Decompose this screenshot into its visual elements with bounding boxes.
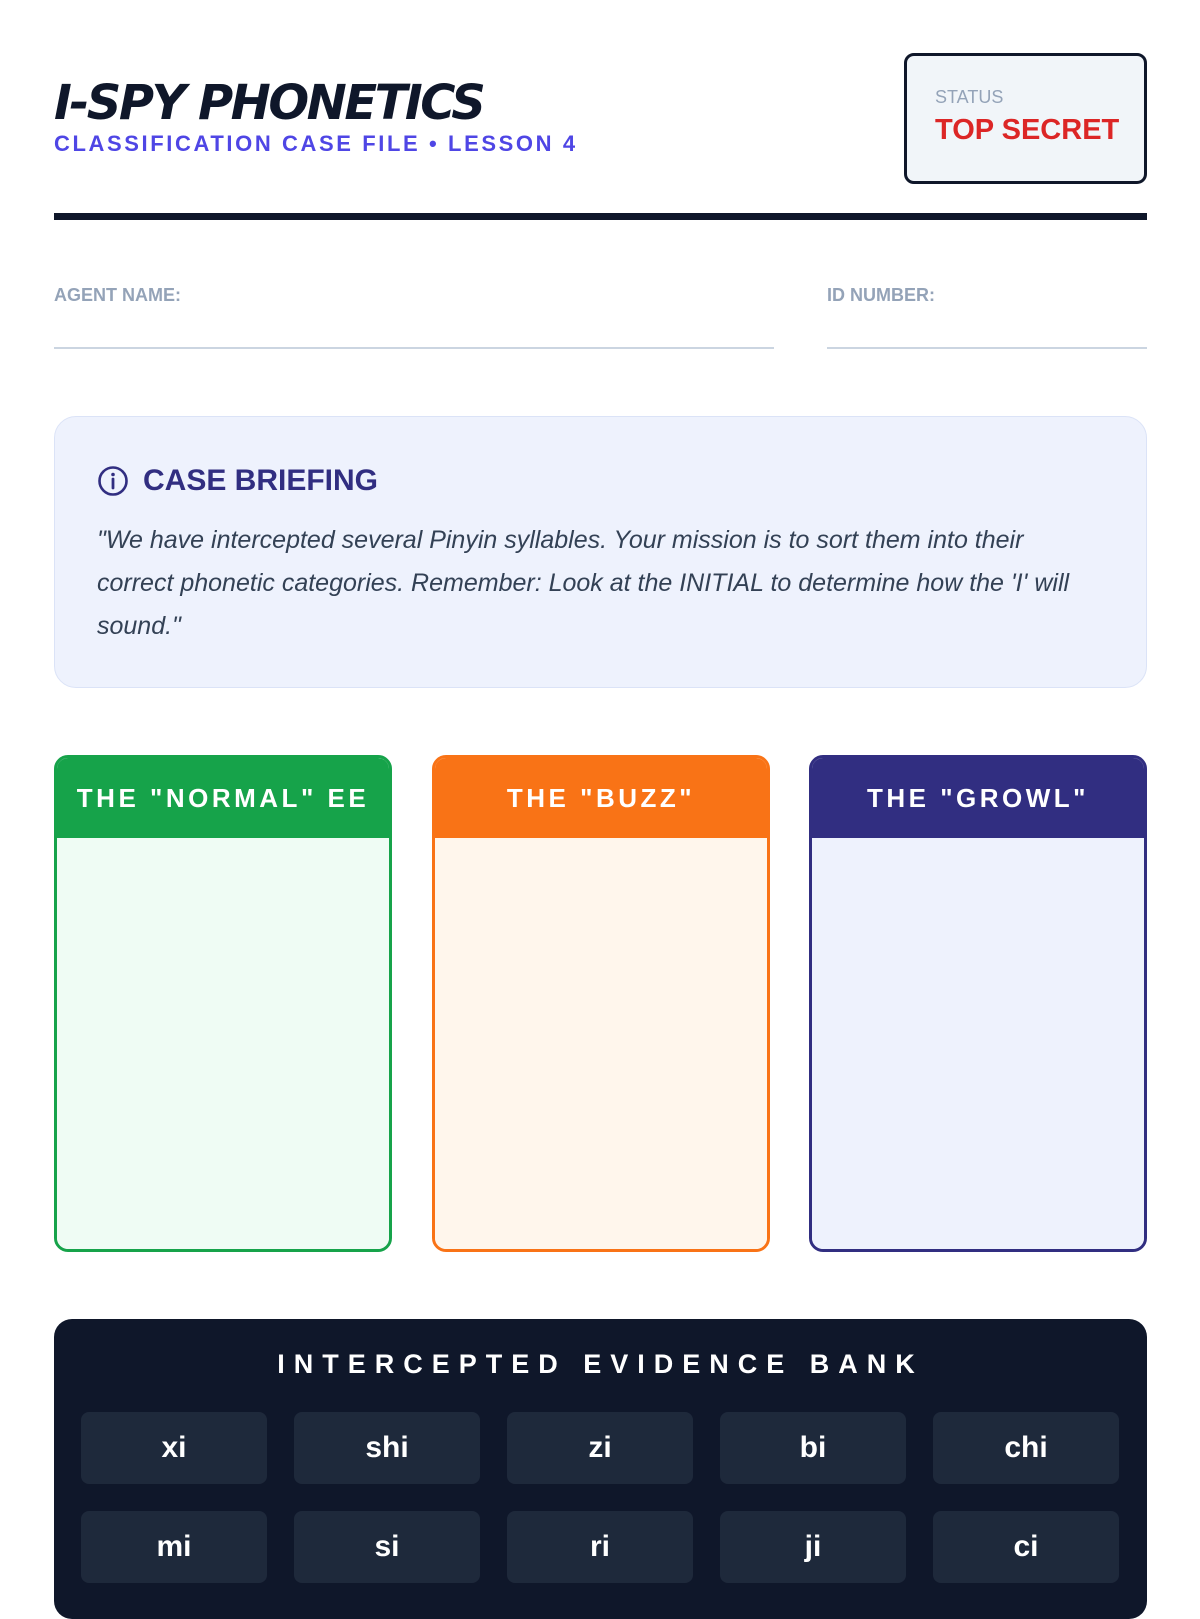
header-divider (54, 213, 1147, 220)
status-value: TOP SECRET (935, 114, 1120, 146)
category-normal-ee-label: THE "NORMAL" EE (57, 758, 389, 838)
evidence-bank (54, 1319, 1147, 1619)
syllable-chip-ci[interactable]: ci (933, 1511, 1119, 1583)
syllable-chip-bi[interactable]: bi (720, 1412, 906, 1484)
briefing-text: "We have intercepted several Pinyin syllables. Your mission is to sort them into their correct phonetic categories. Remember: Look at the INITIAL to determine how the 'I' will sound." (97, 526, 1070, 640)
syllable-chip-mi[interactable]: mi (81, 1511, 267, 1583)
category-normal-ee[interactable] (54, 755, 392, 1252)
worksheet-page (54, 0, 1147, 1563)
agent-name-label: AGENT NAME: (54, 285, 181, 305)
category-growl-dropzone[interactable] (812, 838, 1144, 1252)
id-number-line[interactable] (827, 347, 1147, 349)
id-number-field[interactable] (827, 283, 1147, 349)
syllable-chip-chi[interactable]: chi (933, 1412, 1119, 1484)
status-label: STATUS (935, 87, 1004, 107)
category-growl[interactable] (809, 755, 1147, 1252)
category-columns (54, 755, 1147, 1252)
syllable-chip-shi[interactable]: shi (294, 1412, 480, 1484)
status-card (904, 53, 1147, 184)
page-title: I-SPY PHONETICS (54, 75, 484, 131)
info-icon (97, 465, 129, 497)
header (54, 0, 1147, 220)
syllable-chips (81, 1412, 1121, 1583)
page-subtitle: CLASSIFICATION CASE FILE • LESSON 4 (54, 131, 578, 156)
evidence-bank-title: INTERCEPTED EVIDENCE BANK (277, 1349, 924, 1379)
syllable-chip-ji[interactable]: ji (720, 1511, 906, 1583)
syllable-chip-ri[interactable]: ri (507, 1511, 693, 1583)
case-briefing (54, 416, 1147, 688)
briefing-header (97, 461, 1104, 501)
category-growl-label: THE "GROWL" (812, 758, 1144, 838)
agent-name-field[interactable] (54, 283, 774, 349)
category-buzz-label: THE "BUZZ" (435, 758, 767, 838)
category-buzz-dropzone[interactable] (435, 838, 767, 1252)
syllable-chip-xi[interactable]: xi (81, 1412, 267, 1484)
briefing-title: CASE BRIEFING (143, 464, 379, 497)
category-normal-ee-dropzone[interactable] (57, 838, 389, 1252)
agent-name-line[interactable] (54, 347, 774, 349)
syllable-chip-si[interactable]: si (294, 1511, 480, 1583)
syllable-chip-zi[interactable]: zi (507, 1412, 693, 1484)
category-buzz[interactable] (432, 755, 770, 1252)
id-number-label: ID NUMBER: (827, 285, 935, 305)
agent-fields (54, 283, 1147, 363)
